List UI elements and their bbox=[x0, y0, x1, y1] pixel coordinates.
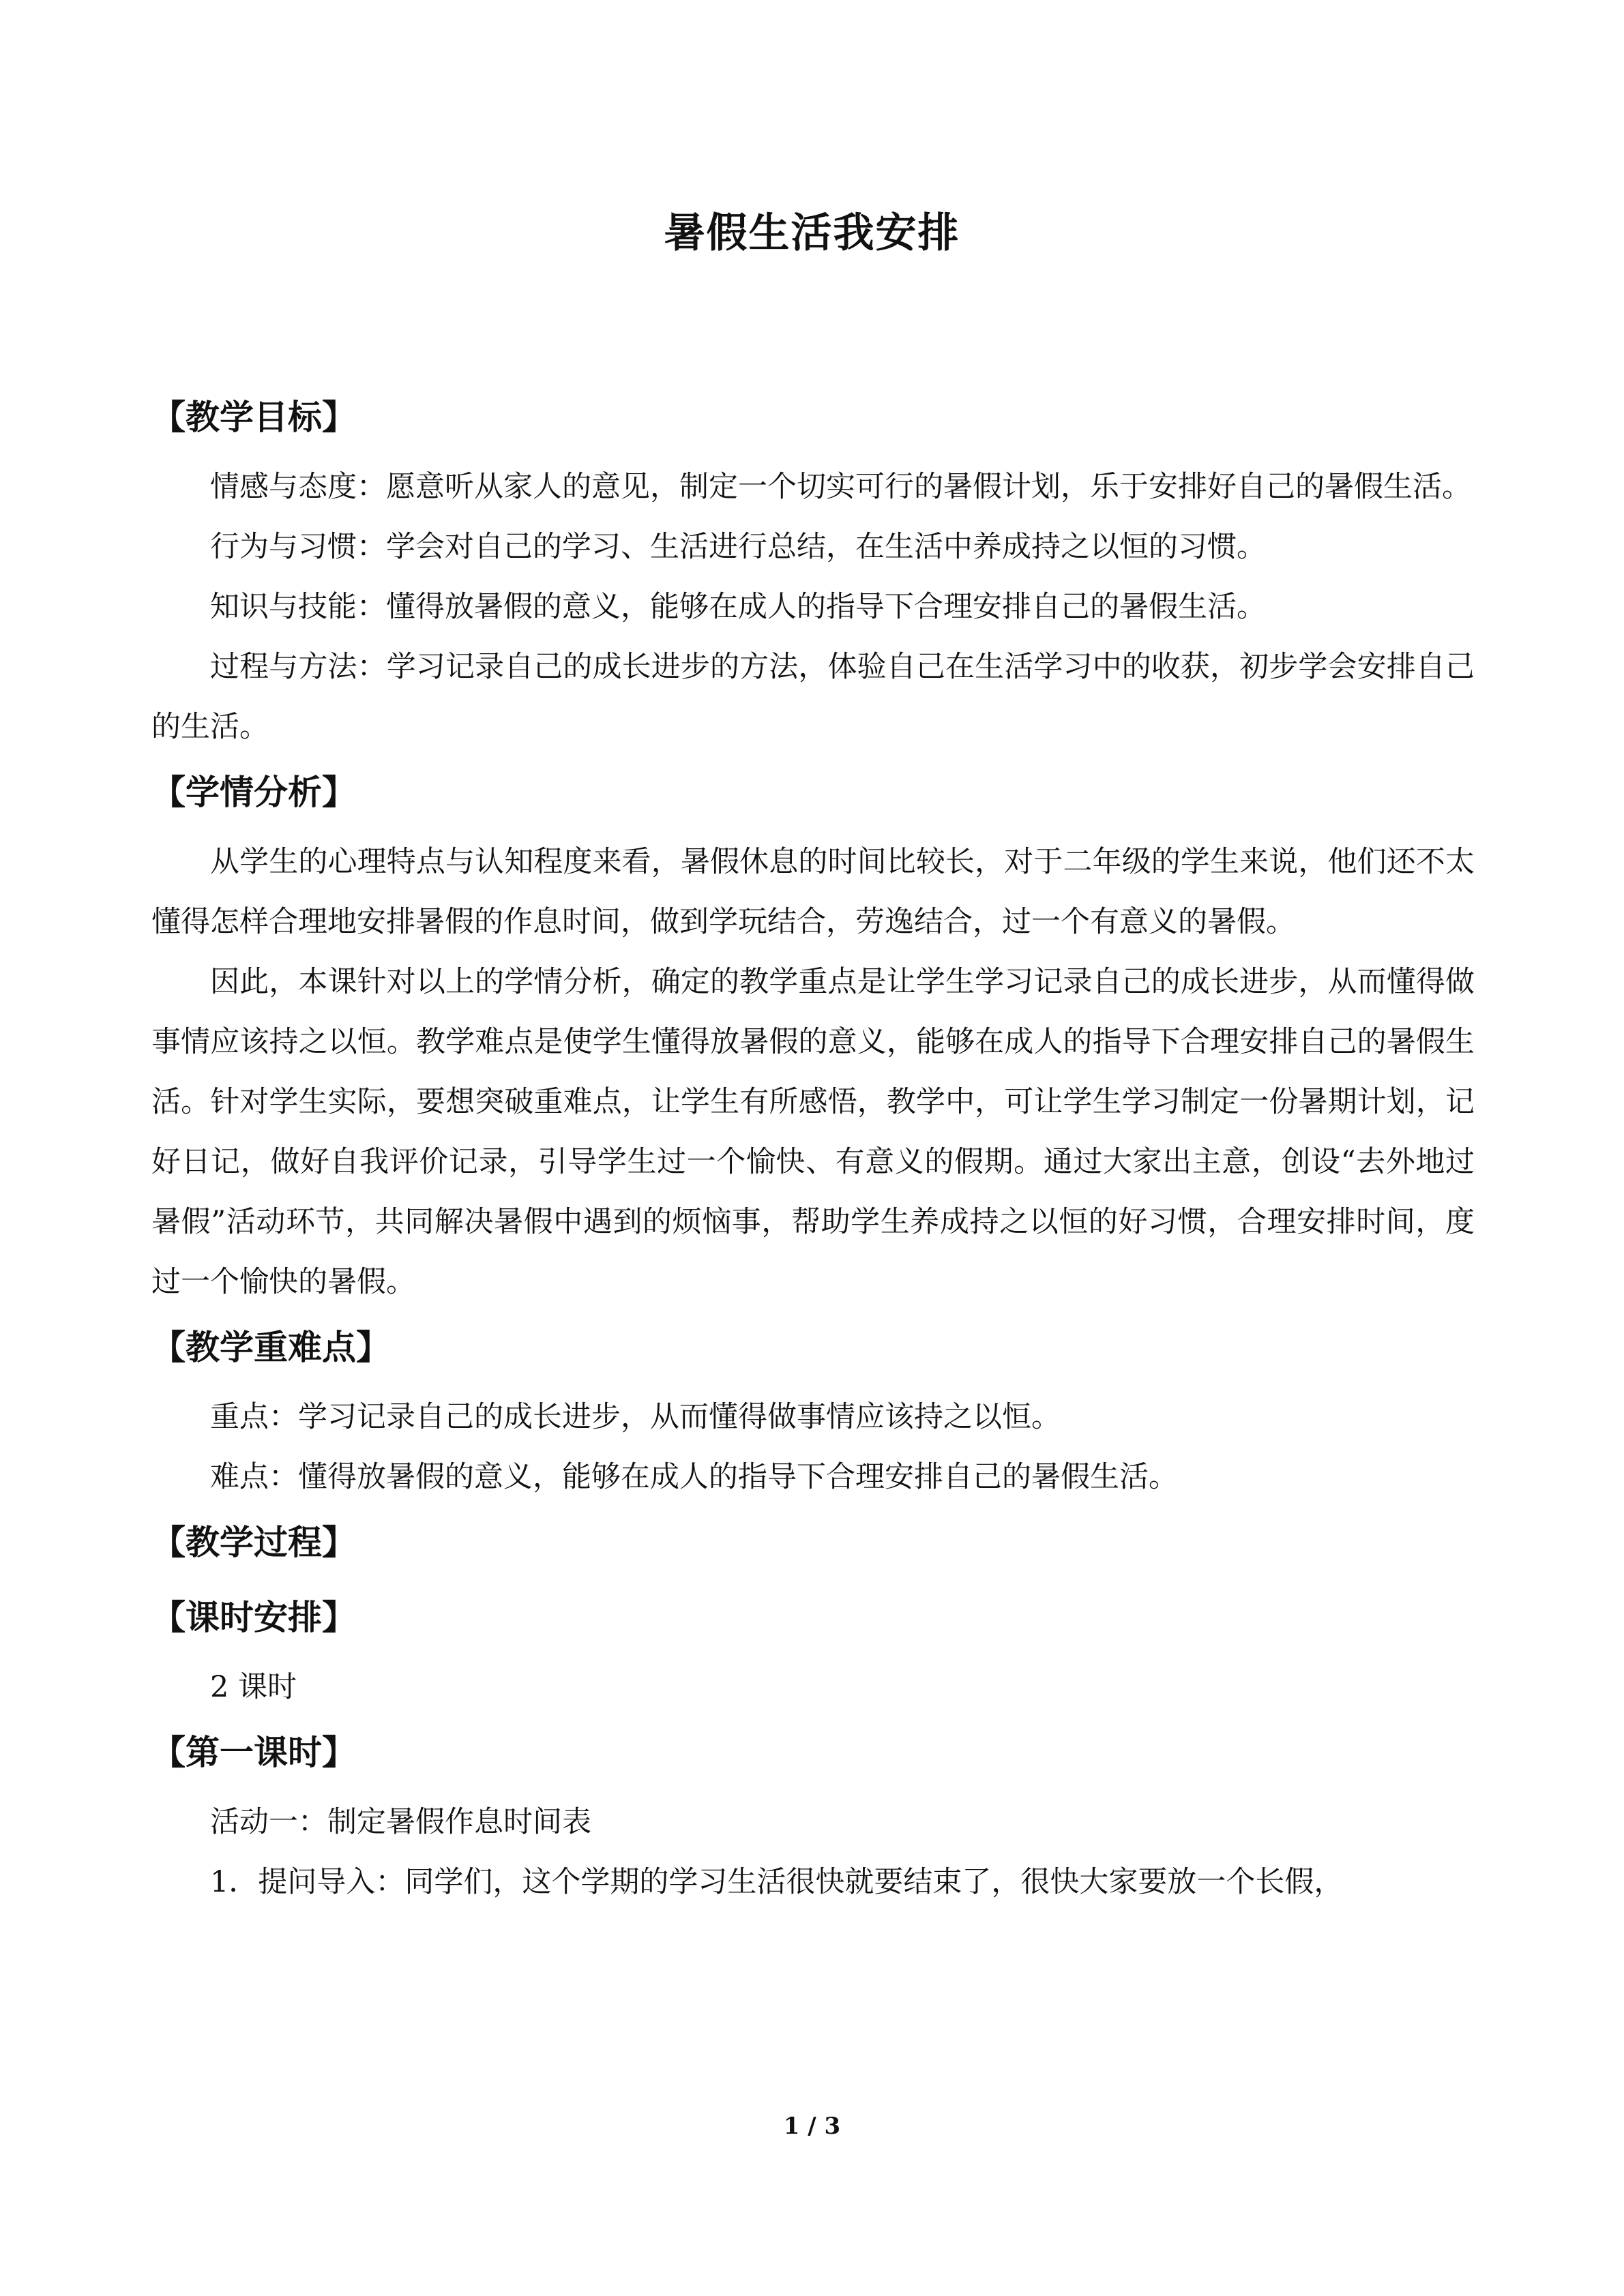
section-heading: 【课时安排】 bbox=[151, 1598, 356, 1637]
section-learning-analysis bbox=[151, 757, 1475, 1312]
page-number: 1 / 3 bbox=[783, 2113, 841, 2140]
paragraph: 2 课时 bbox=[210, 1670, 297, 1704]
document-body bbox=[151, 382, 1475, 1912]
section-key-difficult-points bbox=[151, 1312, 1475, 1507]
section-heading: 【教学目标】 bbox=[151, 398, 356, 437]
section-heading: 【教学重难点】 bbox=[151, 1328, 390, 1367]
section-heading: 【教学过程】 bbox=[151, 1523, 356, 1562]
document-title: 暑假生活我安排 bbox=[664, 209, 960, 257]
section-heading: 【第一课时】 bbox=[151, 1733, 356, 1772]
paragraph: 知识与技能：懂得放暑假的意义，能够在成人的指导下合理安排自己的暑假生活。 bbox=[210, 590, 1266, 624]
paragraph: 活动一：制定暑假作息时间表 bbox=[210, 1805, 591, 1839]
paragraph: 难点：懂得放暑假的意义，能够在成人的指导下合理安排自己的暑假生活。 bbox=[210, 1460, 1178, 1494]
section-class-schedule bbox=[151, 1582, 1475, 1717]
section-first-lesson bbox=[151, 1717, 1475, 1912]
paragraph: 1．提问导入：同学们，这个学期的学习生活很快就要结束了，很快大家要放一个长假， bbox=[210, 1865, 1344, 1899]
paragraph: 行为与习惯：学会对自己的学习、生活进行总结，在生活中养成持之以恒的习惯。 bbox=[210, 530, 1266, 564]
paragraph: 重点：学习记录自己的成长进步，从而懂得做事情应该持之以恒。 bbox=[210, 1400, 1061, 1434]
section-teaching-process bbox=[151, 1507, 1475, 1582]
paragraph: 从学生的心理特点与认知程度来看，暑假休息的时间比较长，对于二年级的学生来说，他们还不太懂得怎样合理地安排暑假的作息时间，做到学玩结合，劳逸结合，过一个有意义的暑假。 bbox=[151, 845, 1475, 939]
paragraph: 过程与方法：学习记录自己的成长进步的方法，体验自己在生活学习中的收获，初步学会安排自己的生活。 bbox=[151, 650, 1475, 744]
section-teaching-goals bbox=[151, 382, 1475, 757]
paragraph: 情感与态度：愿意听从家人的意见，制定一个切实可行的暑假计划，乐于安排好自己的暑假生活。 bbox=[210, 470, 1471, 504]
paragraph: 因此，本课针对以上的学情分析，确定的教学重点是让学生学习记录自己的成长进步，从而懂得做事情应该持之以恒。教学难点是使学生懂得放暑假的意义，能够在成人的指导下合理安排自己的暑假生活。针对学生实际，要想突破重难点，让学生有所感悟，教学中，可让学生学习制定一份暑期计划，记好日记，做好自我评价记录，引导学生过一个愉快、有意义的假期。通过大家出主意，创设“去外地过暑假”活动环节，共同解决暑假中遇到的烦恼事，帮助学生养成持之以恒的好习惯，合理安排时间，度过一个愉快的暑假。 bbox=[151, 965, 1475, 1299]
section-heading: 【学情分析】 bbox=[151, 773, 356, 812]
